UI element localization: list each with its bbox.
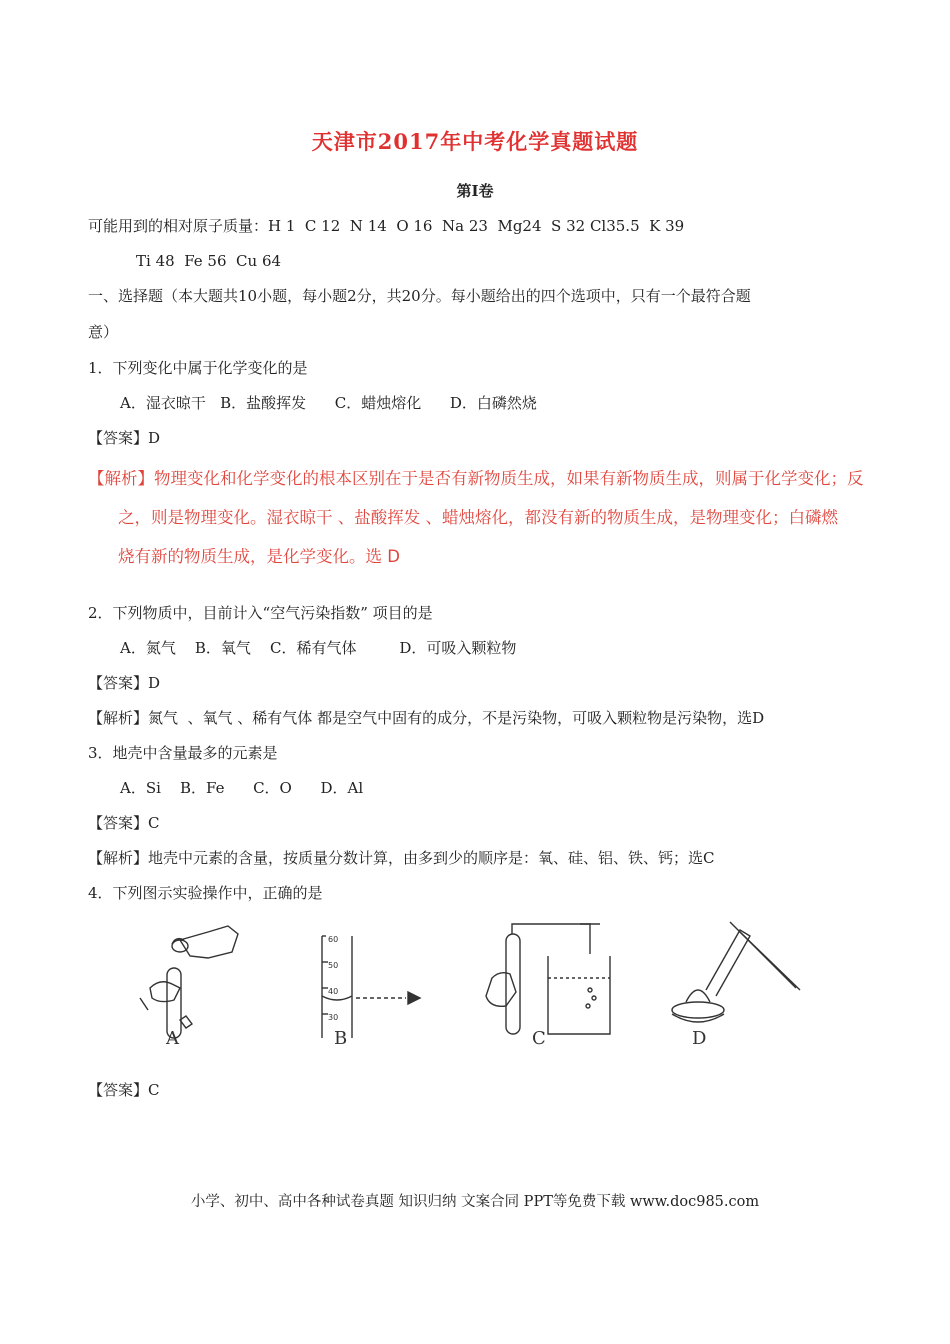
figure-c-airtight-check-icon xyxy=(486,924,610,1034)
page-footer: 小学、初中、高中各种试卷真题 知识归纳 文案合同 PPT等免费下载 www.doc985.com xyxy=(190,1194,760,1210)
figure-b-tick-50: 50 xyxy=(328,961,339,970)
part1-heading-line-1: 一、选择题（本大题共10小题，每小题2分，共20分。每小题给出的四个选项中，只有一个最符合题 xyxy=(88,287,751,305)
part1-heading-line-2: 意） xyxy=(88,323,119,341)
question-2-stem: 2．下列物质中，目前计入“空气污染指数” 项目的是 xyxy=(88,604,433,622)
question-4-stem: 4．下列图示实验操作中，正确的是 xyxy=(88,884,323,902)
figure-b-tick-40: 40 xyxy=(328,987,339,996)
question-2-analysis: 【解析】氮气 、氧气 、稀有气体 都是空气中固有的成分，不是污染物，可吸入颗粒物是污染物，选D xyxy=(88,709,765,727)
question-1-options: A．湿衣晾干 B．盐酸挥发 C．蜡烛熔化 D．白磷然烧 xyxy=(120,394,537,412)
question-2-answer: 【答案】D xyxy=(88,674,161,692)
figure-label-d: D xyxy=(692,1028,707,1049)
figure-label-a: A xyxy=(166,1028,179,1049)
question-1-analysis-line-2: 之，则是物理变化。湿衣晾干 、盐酸挥发 、蜡烛熔化，都没有新的物质生成，是物理变化；白磷燃 xyxy=(118,508,838,527)
figure-label-c: C xyxy=(532,1028,546,1049)
question-3-analysis: 【解析】地壳中元素的含量，按质量分数计算，由多到少的顺序是：氧、硅、铝、铁、钙；选C xyxy=(88,849,715,867)
document-title: 天津市2017年中考化学真题试题 xyxy=(311,129,639,154)
atomic-mass-line-2: Ti 48 Fe 56 Cu 64 xyxy=(136,252,282,270)
figure-d-heating-icon xyxy=(672,922,800,1022)
section-heading: 第I卷 xyxy=(456,182,494,200)
question-2-options: A．氮气 B．氧气 C．稀有气体 D．可吸入颗粒物 xyxy=(120,639,517,657)
question-1-analysis-line-1: 【解析】物理变化和化学变化的根本区别在于是否有新物质生成，如果有新物质生成，则属于化学变化；反 xyxy=(88,469,864,488)
figure-a-pouring-icon xyxy=(140,926,238,1038)
question-3-options: A．Si B．Fe C．O D．Al xyxy=(120,779,364,797)
question-1-analysis-line-3: 烧有新的物质生成，是化学变化。选 D xyxy=(118,547,400,566)
question-1-answer: 【答案】D xyxy=(88,429,161,447)
figure-label-b: B xyxy=(334,1028,348,1049)
experiment-figure xyxy=(120,918,840,1058)
question-4-answer: 【答案】C xyxy=(88,1081,160,1099)
figure-b-tick-60: 60 xyxy=(328,935,339,944)
question-1-stem: 1．下列变化中属于化学变化的是 xyxy=(88,359,308,377)
question-3-answer: 【答案】C xyxy=(88,814,160,832)
question-3-stem: 3．地壳中含量最多的元素是 xyxy=(88,744,278,762)
atomic-mass-line-1: 可能用到的相对原子质量：H 1 C 12 N 14 O 16 Na 23 Mg24 S 32 Cl35.5 K 39 xyxy=(88,217,685,235)
figure-b-tick-30: 30 xyxy=(328,1013,339,1022)
